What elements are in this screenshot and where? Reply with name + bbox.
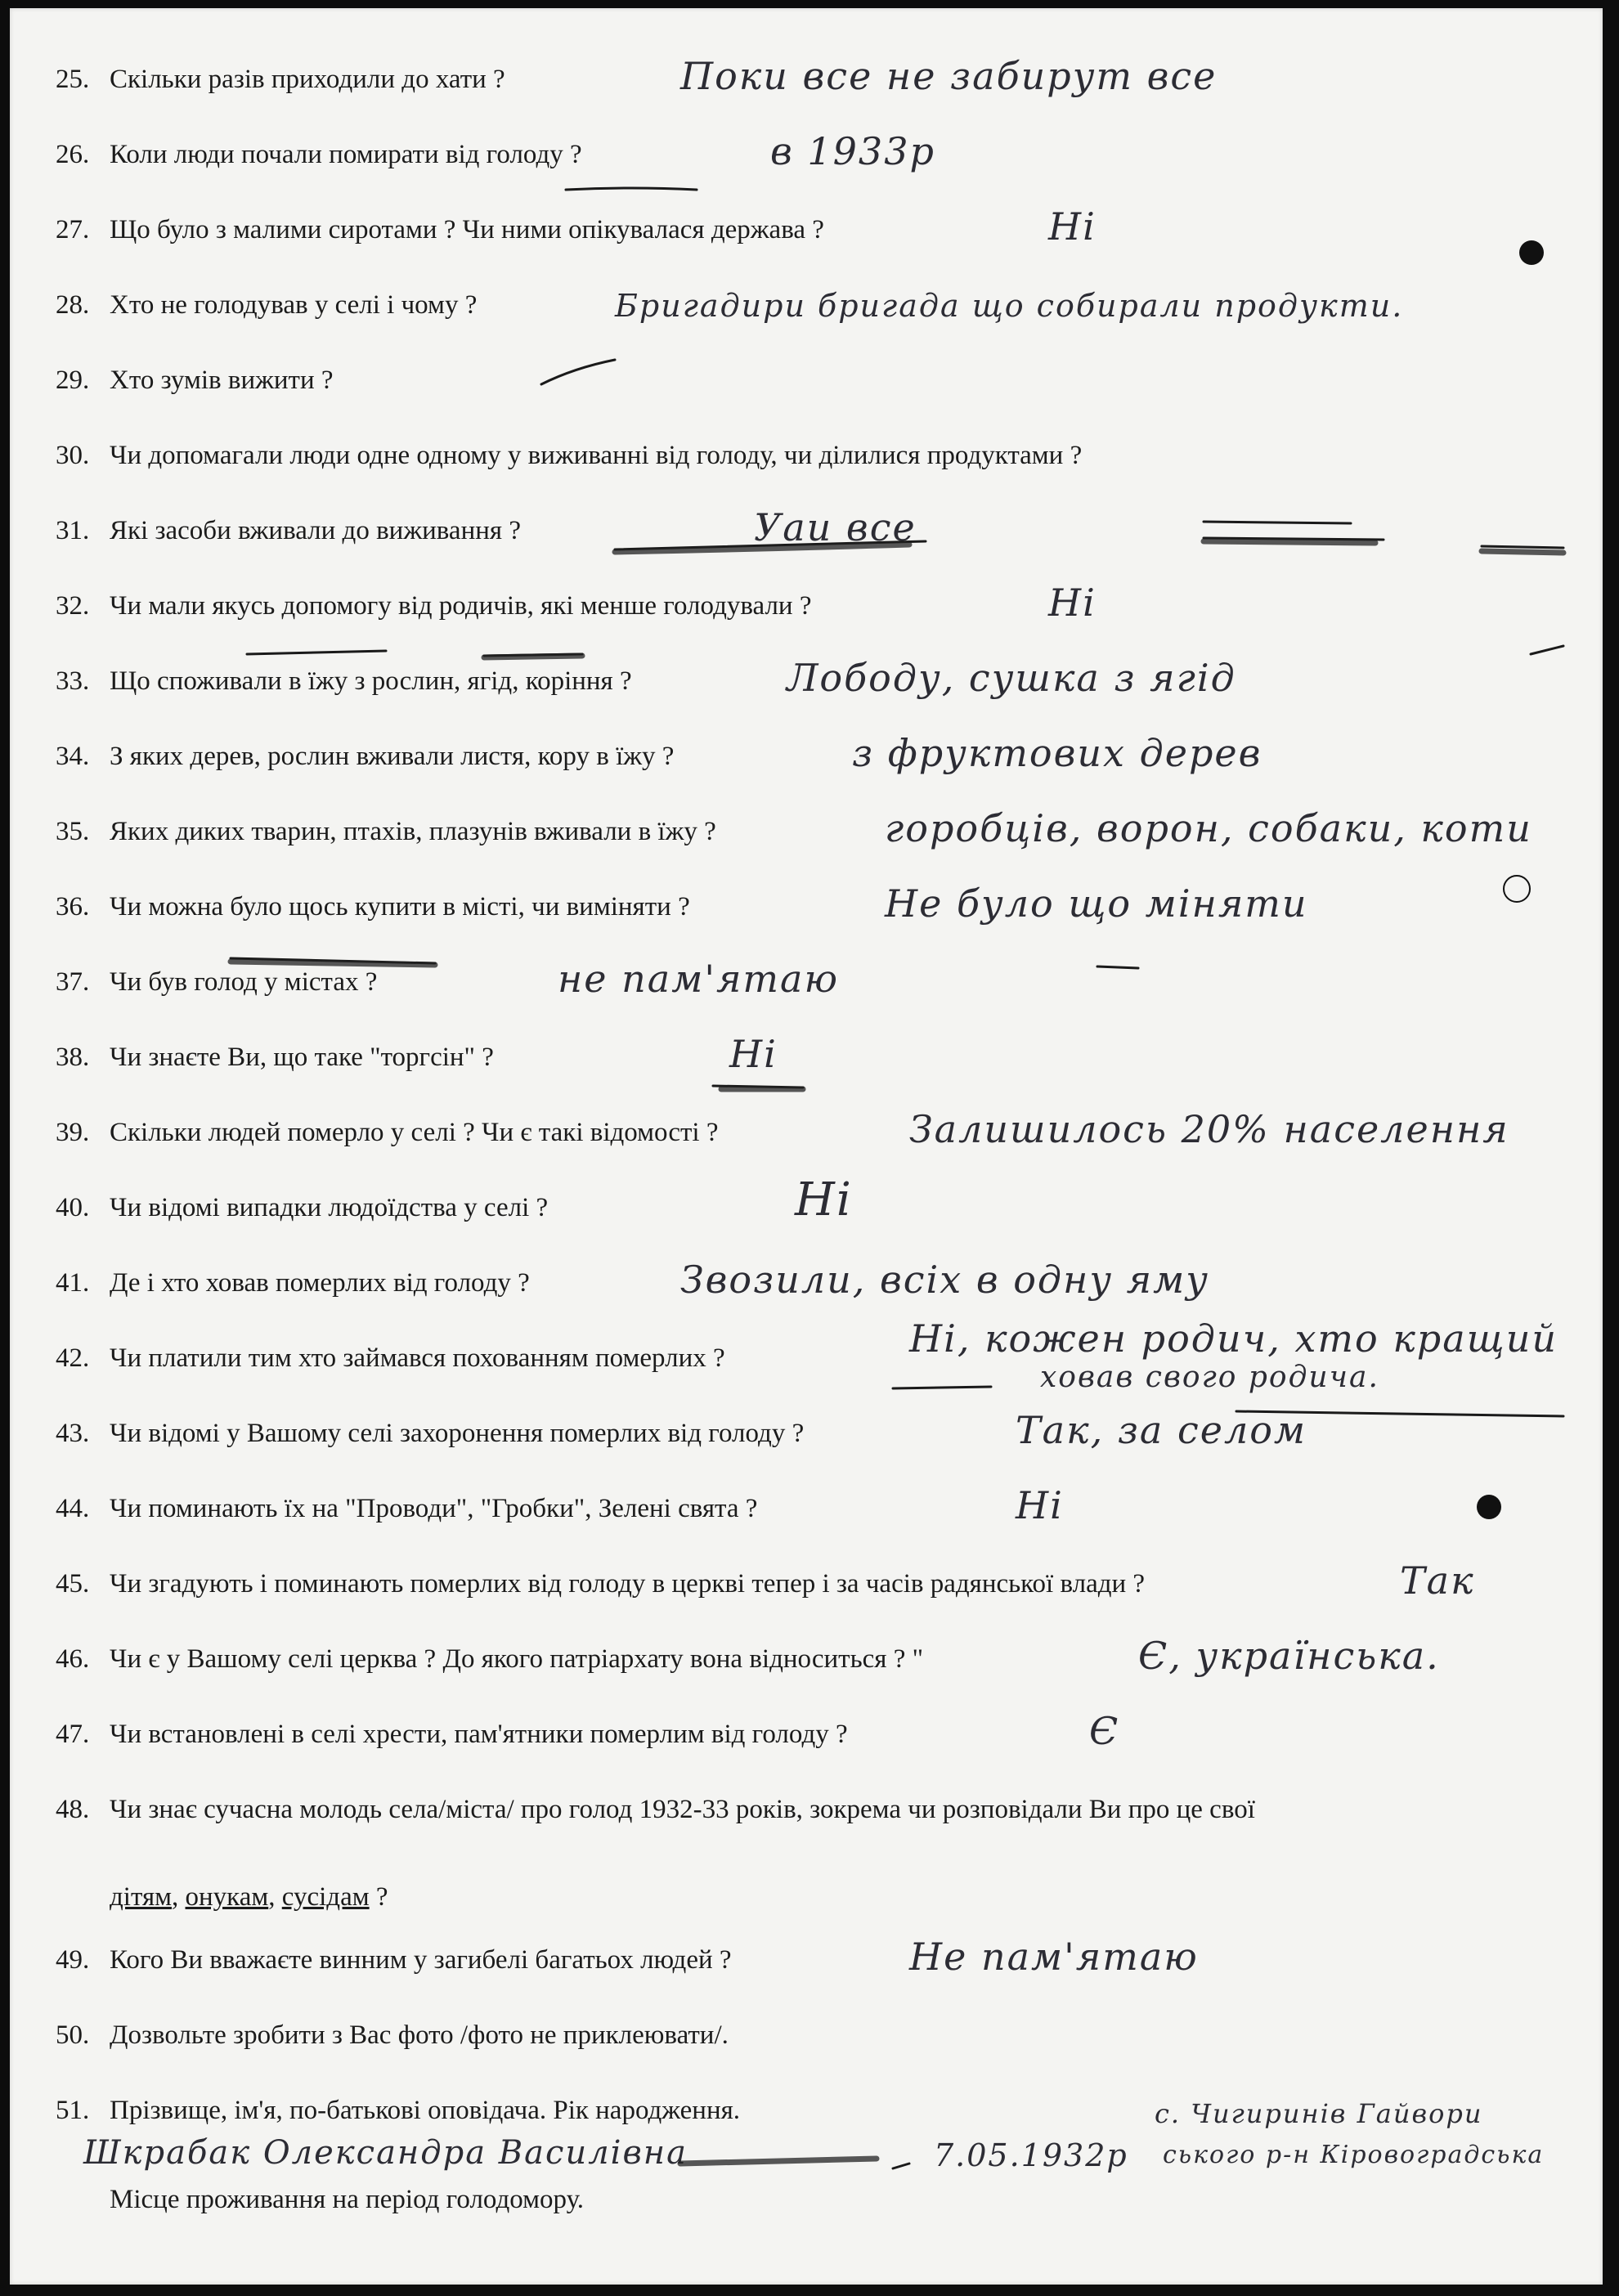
narrator-name: Шкрабак Олександра Василівна xyxy=(83,2134,688,2172)
birth-date: 7.05.1932р xyxy=(934,2137,1128,2173)
question-text: Чи відомі у Вашому селі захоронення померлих від голоду ? xyxy=(110,1419,805,1448)
question-text: Чи згадують і поминають померлих від голоду в церкві тепер і за часів радянської влади ? xyxy=(110,1569,1146,1599)
question-number: 28. xyxy=(56,290,90,320)
question-number: 47. xyxy=(56,1720,90,1749)
handwritten-answer: Є xyxy=(1089,1709,1120,1753)
place-line-1: с. Чигиринів Гайвори xyxy=(1155,2098,1483,2129)
question-text: Що споживали в їжу з рослин, ягід, коріння ? xyxy=(110,666,632,696)
word-neighbours: сусідам xyxy=(281,1882,370,1912)
question-text: Дозвольте зробити з Вас фото /фото не приклеювати/. xyxy=(110,2020,729,2050)
handwritten-answer: Лободу, сушка з ягід xyxy=(787,656,1236,700)
question-text: Чи мали якусь допомогу від родичів, які менше голодували ? xyxy=(110,591,812,621)
question-text: Чи поминають їх на "Проводи", "Гробки", Зелені свята ? xyxy=(110,1494,758,1523)
handwritten-answer: горобців, ворон, собаки, коти xyxy=(885,806,1532,850)
question-number: 43. xyxy=(56,1419,90,1448)
handwritten-answer: Ні xyxy=(795,1173,853,1226)
handwritten-answer: Є, українська. xyxy=(1138,1634,1440,1678)
question-number: 32. xyxy=(56,591,90,621)
question-number: 29. xyxy=(56,365,90,395)
question-number: 33. xyxy=(56,666,90,696)
handwritten-answer: Не було що міняти xyxy=(885,881,1308,926)
question-text: З яких дерев, рослин вживали листя, кору в їжу ? xyxy=(110,742,675,771)
question-text: Чи платили тим хто займався похованням померлих ? xyxy=(110,1343,725,1373)
question-number: 49. xyxy=(56,1945,90,1975)
question-number: 45. xyxy=(56,1569,90,1599)
handwritten-answer: Залишилось 20% населення xyxy=(909,1107,1509,1151)
handwritten-answer: Не пам'ятаю xyxy=(909,1935,1199,1979)
question-number: 50. xyxy=(56,2020,90,2050)
handwritten-answer: Уаи все xyxy=(754,505,917,549)
question-number: 30. xyxy=(56,441,90,470)
question-text: Хто зумів вижити ? xyxy=(110,365,334,395)
pen-strokes xyxy=(10,8,1603,2285)
question-text: Які засоби вживали до виживання ? xyxy=(110,516,521,545)
question-text: Хто не голодував у селі і чому ? xyxy=(110,290,478,320)
question-number: 44. xyxy=(56,1494,90,1523)
question-text: Чи відомі випадки людоїдства у селі ? xyxy=(110,1193,549,1222)
handwritten-answer-continuation: ховав свого родича. xyxy=(1040,1361,1379,1394)
question-number: 46. xyxy=(56,1644,90,1674)
question-text: Яких диких тварин, птахів, плазунів вживали в їжу ? xyxy=(110,817,716,846)
separator: , xyxy=(268,1882,282,1912)
handwritten-answer: з фруктових дерев xyxy=(852,731,1262,775)
question-mark: ? xyxy=(369,1882,388,1912)
handwritten-answer: Так xyxy=(1400,1558,1475,1603)
handwritten-answer: в 1933р xyxy=(770,129,935,173)
place-line-2: ського р-н Кіровоградська xyxy=(1163,2141,1545,2169)
question-number: 35. xyxy=(56,817,90,846)
question-text: Чи був голод у містах ? xyxy=(110,967,378,997)
question-number: 31. xyxy=(56,516,90,545)
question-text: Чи знає сучасна молодь села/міста/ про голод 1932-33 років, зокрема чи розповідали Ви про це свої xyxy=(110,1795,1255,1824)
question-text: Чи знаєте Ви, що таке "торгсін" ? xyxy=(110,1043,494,1072)
question-number: 26. xyxy=(56,140,90,169)
question-number: 42. xyxy=(56,1343,90,1373)
separator: , xyxy=(172,1882,186,1912)
question-text: Скільки разів приходили до хати ? xyxy=(110,65,505,94)
question-number: 41. xyxy=(56,1268,90,1298)
question-text: Чи допомагали люди одне одному у виживанні від голоду, чи ділилися продуктами ? xyxy=(110,441,1083,470)
word-children: дітям xyxy=(110,1882,173,1912)
question-text: Де і хто ховав померлих від голоду ? xyxy=(110,1268,530,1298)
question-text: Чи можна було щось купити в місті, чи виміняти ? xyxy=(110,892,690,922)
handwritten-answer: Ні xyxy=(1016,1483,1064,1527)
word-grandchildren: онукам xyxy=(185,1882,269,1912)
question-number: 51. xyxy=(56,2096,90,2125)
handwritten-answer: Ні xyxy=(729,1032,778,1076)
question-number: 40. xyxy=(56,1193,90,1222)
handwritten-answer: Ні xyxy=(1048,581,1097,625)
question-number: 25. xyxy=(56,65,90,94)
residence-label: Місце проживання на період голодомору. xyxy=(110,2185,585,2214)
question-text: Чи встановлені в селі хрести, пам'ятники померлим від голоду ? xyxy=(110,1720,848,1749)
handwritten-answer: Бригадири бригада що собирали продукти. xyxy=(615,288,1404,324)
question-text: Коли люди почали помирати від голоду ? xyxy=(110,140,582,169)
question-number: 36. xyxy=(56,892,90,922)
question-number: 48. xyxy=(56,1795,90,1824)
question-number: 38. xyxy=(56,1043,90,1072)
handwritten-answer: не пам'ятаю xyxy=(558,957,839,1001)
question-text: Що було з малими сиротами ? Чи ними опікувалася держава ? xyxy=(110,215,824,244)
handwritten-answer: Поки все не забирут все xyxy=(680,54,1218,98)
question-text: Скільки людей померло у селі ? Чи є такі відомості ? xyxy=(110,1118,719,1147)
question-number: 37. xyxy=(56,967,90,997)
handwritten-answer: Так, за селом xyxy=(1016,1408,1307,1452)
question-number: 39. xyxy=(56,1118,90,1147)
question-text: Прізвище, ім'я, по-батькові оповідача. Рік народження. xyxy=(110,2096,741,2125)
handwritten-answer: Ні xyxy=(1048,204,1097,249)
handwritten-answer: Ні, кожен родич, хто кращий xyxy=(909,1316,1558,1361)
question-number: 34. xyxy=(56,742,90,771)
question-text: Кого Ви вважаєте винним у загибелі багатьох людей ? xyxy=(110,1945,732,1975)
handwritten-answer: Звозили, всіх в одну яму xyxy=(680,1258,1209,1302)
question-text: Чи є у Вашому селі церква ? До якого патріархату вона відноситься ? " xyxy=(110,1644,924,1674)
questionnaire-page xyxy=(10,8,1603,2285)
question-number: 27. xyxy=(56,215,90,244)
